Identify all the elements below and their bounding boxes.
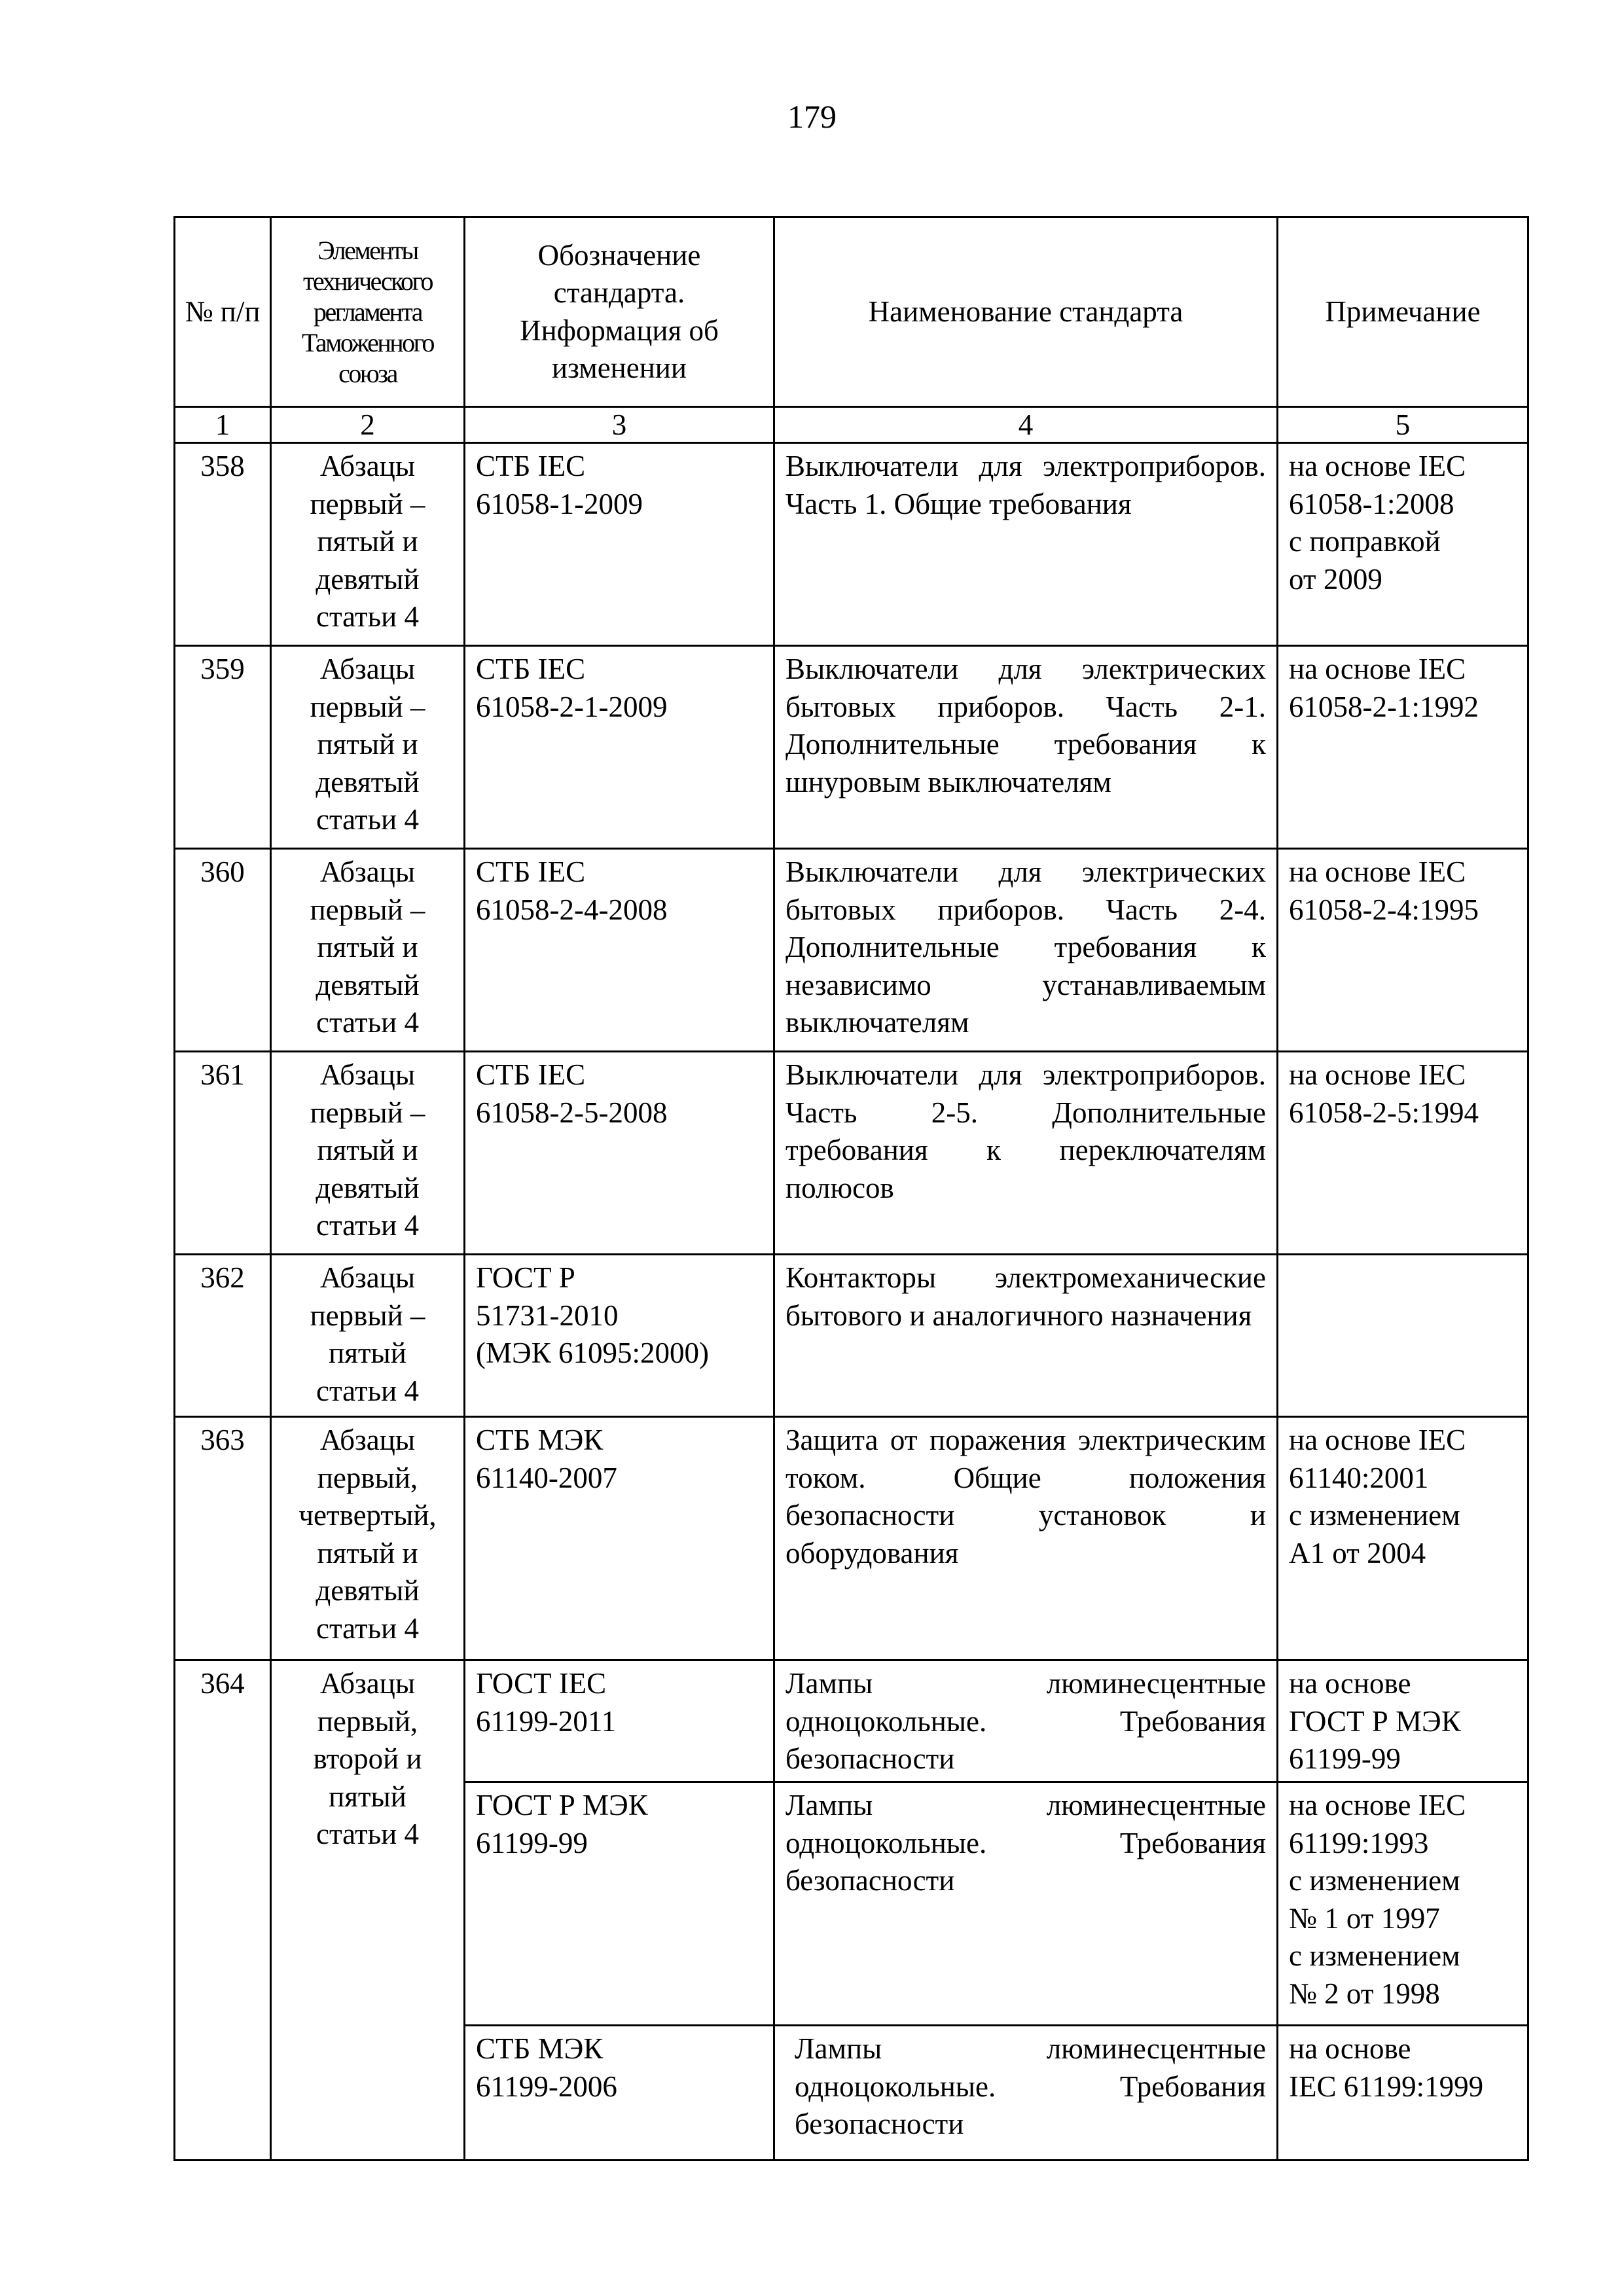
row-note (1278, 1052, 1528, 1255)
row-note-line: с изменением (1289, 1864, 1460, 1897)
row-note-line: на основе (1289, 2032, 1411, 2065)
column-number: 2 (271, 407, 465, 443)
row-designation-line: 61058-2-5-2008 (476, 1096, 668, 1129)
row-designation (465, 1052, 774, 1255)
row-number: 360 (175, 849, 271, 1052)
row-note-line: на основе IEC (1289, 653, 1466, 685)
row-name: Выключатели для электрических бытовых приборов. Часть 2-1. Дополнительные требования к шнуровым выключателям (774, 646, 1278, 849)
row-elements-line: статьи 4 (316, 1209, 420, 1242)
table-row (175, 1255, 1528, 1417)
row-elements-line: Абзацы (319, 855, 416, 888)
row-name: Лампы люминесцентные одноцокольные. Требования безопасности (774, 1660, 1278, 1782)
row-note-line: на основе IEC (1289, 1424, 1466, 1456)
row-designation-line: СТБ МЭК (476, 2032, 604, 2065)
row-designation-line: СТБ IEC (476, 653, 586, 685)
row-designation-line: ГОСТ Р МЭК (476, 1789, 648, 1821)
row-designation-line: 61199-2006 (476, 2070, 617, 2103)
column-number: 1 (175, 407, 271, 443)
row-elements-line: пятый (329, 1780, 406, 1813)
row-name: Контакторы электромеханические бытового и аналогичного назначения (774, 1255, 1278, 1417)
row-designation-line: СТБ IEC (476, 450, 586, 482)
row-elements-line: первый – (310, 1299, 425, 1332)
page-number: 179 (787, 98, 837, 135)
row-designation-line: 61199-2011 (476, 1704, 617, 1738)
row-note-line: 61058-1:2008 (1289, 487, 1454, 520)
header-note: Примечание (1278, 217, 1528, 407)
table-row (175, 849, 1528, 1052)
row-note-line: на основе IEC (1289, 855, 1466, 888)
row-note-line: 61058-2-5:1994 (1289, 1096, 1479, 1129)
row-note (1278, 1417, 1528, 1660)
column-number: 3 (465, 407, 774, 443)
row-elements-line: первый – (310, 1096, 425, 1129)
row-elements (271, 1052, 465, 1255)
row-designation-line: ГОСТ IEC (476, 1667, 607, 1700)
row-designation-line: 61140-2007 (476, 1461, 617, 1494)
row-note (1278, 1660, 1528, 1782)
row-note-line: с изменением (1289, 1939, 1460, 1972)
row-designation-line: 61199-99 (476, 1826, 588, 1859)
row-elements-line: девятый (316, 1574, 420, 1607)
row-elements-line: девятый (316, 1171, 420, 1204)
row-elements-line: первый, (317, 1461, 418, 1494)
row-designation (465, 1417, 774, 1660)
row-note (1278, 2026, 1528, 2161)
row-designation-line: 61058-1-2009 (476, 487, 643, 520)
row-elements-line: первый, (317, 1704, 418, 1738)
column-number: 4 (774, 407, 1278, 443)
row-designation-line: 61058-2-4-2008 (476, 893, 668, 926)
header-row (175, 217, 1528, 407)
row-name: Выключатели для электроприборов. Часть 1. Общие требования (774, 443, 1278, 646)
row-note (1278, 443, 1528, 646)
column-number: 5 (1278, 407, 1528, 443)
row-elements (271, 1417, 465, 1660)
table-row (175, 443, 1528, 646)
row-elements-line: Абзацы (319, 1667, 416, 1700)
row-designation-line: СТБ IEC (476, 1058, 586, 1091)
row-note-line: A1 от 2004 (1289, 1536, 1426, 1570)
row-designation (465, 646, 774, 849)
row-name: Выключатели для электрических бытовых приборов. Часть 2-4. Дополнительные требования к независимо устанавливаемым выключателям (774, 849, 1278, 1052)
row-note-line: ГОСТ Р МЭК (1289, 1704, 1461, 1738)
row-elements-line: Абзацы (319, 1261, 416, 1294)
row-designation-line: (МЭК 61095:2000) (476, 1336, 709, 1369)
header-elements: Элементы технического регламента Таможенного союза (271, 217, 465, 407)
row-number: 364 (175, 1660, 271, 2161)
row-note-line: от 2009 (1289, 562, 1382, 596)
row-note-line: на основе (1289, 1667, 1411, 1700)
row-elements-line: Абзацы (319, 1058, 416, 1091)
row-note-line: IEC 61199:1999 (1289, 2070, 1484, 2103)
row-elements-line: пятый (329, 1336, 406, 1369)
row-note-line: 61058-2-4:1995 (1289, 893, 1479, 926)
row-note-line: с поправкой (1289, 525, 1441, 558)
row-name: Лампы люминесцентные одноцокольные. Требования безопасности (774, 2026, 1278, 2161)
row-elements-line: Абзацы (319, 450, 416, 482)
row-designation-line: СТБ МЭК (476, 1424, 604, 1456)
header-name: Наименование стандарта (774, 217, 1278, 407)
row-elements-line: первый – (310, 893, 425, 926)
row-elements-line: пятый и (317, 525, 418, 558)
row-note-line: на основе IEC (1289, 450, 1466, 482)
row-designation (465, 443, 774, 646)
column-number-row (175, 407, 1528, 443)
table-row (175, 1052, 1528, 1255)
row-number: 361 (175, 1052, 271, 1255)
row-note-line: № 1 от 1997 (1289, 1901, 1440, 1935)
row-elements-line: второй и (313, 1742, 422, 1775)
row-note-line: 61199-99 (1289, 1742, 1401, 1775)
table-row (175, 1417, 1528, 1660)
row-elements (271, 1255, 465, 1417)
row-elements-line: девятый (316, 765, 420, 798)
row-elements-line: девятый (316, 562, 420, 596)
row-elements-line: статьи 4 (316, 1374, 420, 1407)
row-note-line: с изменением (1289, 1499, 1460, 1532)
row-elements-line: статьи 4 (316, 1611, 420, 1645)
row-elements-line: Абзацы (319, 653, 416, 685)
row-name: Лампы люминесцентные одноцокольные. Требования безопасности (774, 1782, 1278, 2026)
row-elements-line: пятый и (317, 1134, 418, 1166)
header-designation: Обозначение стандарта. Информация об изменении (465, 217, 774, 407)
standards-table (173, 216, 1529, 2161)
row-designation (465, 1255, 774, 1417)
row-number: 363 (175, 1417, 271, 1660)
table-row (175, 646, 1528, 849)
row-note (1278, 849, 1528, 1052)
row-elements-line: пятый и (317, 728, 418, 761)
row-note-line: 61199:1993 (1289, 1826, 1429, 1859)
row-note-line: № 2 от 1998 (1289, 1977, 1440, 2010)
row-elements (271, 1660, 465, 2161)
row-designation-line: 51731-2010 (476, 1299, 619, 1332)
row-number: 362 (175, 1255, 271, 1417)
row-note-line: 61140:2001 (1289, 1461, 1429, 1494)
row-note-line: на основе IEC (1289, 1789, 1466, 1821)
row-elements-line: первый – (310, 690, 425, 723)
row-elements-line: статьи 4 (316, 1818, 420, 1850)
row-note (1278, 1782, 1528, 2026)
row-designation (465, 1782, 774, 2026)
row-note (1278, 1255, 1528, 1417)
row-elements-line: пятый и (317, 1536, 418, 1570)
row-designation (465, 1660, 774, 1782)
row-designation (465, 849, 774, 1052)
row-elements-line: пятый и (317, 931, 418, 963)
row-elements-line: статьи 4 (316, 803, 420, 836)
row-elements (271, 849, 465, 1052)
row-designation-line: 61058-2-1-2009 (476, 690, 668, 723)
row-elements (271, 646, 465, 849)
row-elements-line: статьи 4 (316, 600, 420, 633)
row-elements (271, 443, 465, 646)
row-number: 358 (175, 443, 271, 646)
row-elements-line: первый – (310, 487, 425, 520)
row-designation (465, 2026, 774, 2161)
header-num: № п/п (175, 217, 271, 407)
row-elements-line: четвертый, (298, 1499, 437, 1532)
row-number: 359 (175, 646, 271, 849)
row-note-line: на основе IEC (1289, 1058, 1466, 1091)
row-designation-line: СТБ IEC (476, 855, 586, 888)
row-elements-line: статьи 4 (316, 1006, 420, 1039)
row-elements-line: Абзацы (319, 1424, 416, 1456)
row-designation-line: ГОСТ Р (476, 1261, 575, 1294)
row-name: Выключатели для электроприборов. Часть 2-5. Дополнительные требования к переключателям полюсов (774, 1052, 1278, 1255)
row-note-line: 61058-2-1:1992 (1289, 690, 1479, 723)
row-note (1278, 646, 1528, 849)
row-elements-line: девятый (316, 968, 420, 1001)
row-name: Защита от поражения электрическим током. Общие положения безопасности установок и оборудования (774, 1417, 1278, 1660)
table-row (175, 1660, 1528, 1782)
